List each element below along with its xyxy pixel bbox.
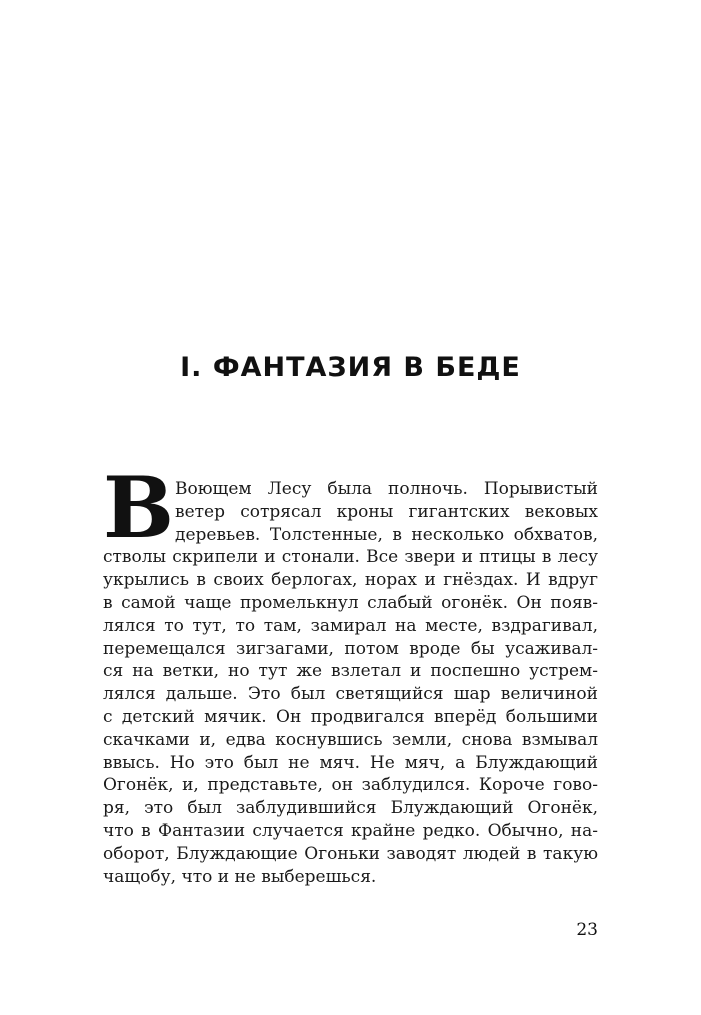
paragraph-line: с детский мячик. Он продвигался вперёд большими (103, 706, 598, 727)
chapter-paragraph (103, 478, 598, 888)
chapter-title: I. ФАНТАЗИЯ В БЕДЕ (180, 352, 521, 383)
paragraph-line: ввысь. Но это был не мяч. Не мяч, а Блуждающий (103, 752, 598, 773)
page-number: 23 (576, 920, 598, 940)
paragraph-line: ветер сотрясал кроны гигантских вековых (175, 501, 598, 522)
paragraph-line: укрылись в своих берлогах, норах и гнёздах. И вдруг (103, 570, 598, 591)
paragraph-line: ся на ветки, но тут же взлетал и поспешно устрем- (103, 661, 598, 682)
paragraph-line: Огонёк, и, представьте, он заблудился. Короче гово- (103, 775, 598, 796)
paragraph-line: оборот, Блуждающие Огоньки заводят людей в такую (103, 843, 598, 864)
paragraph-line: лялся то тут, то там, замирал на месте, вздрагивал, (103, 615, 598, 636)
paragraph-line: перемещался зигзагами, потом вроде бы усаживал- (103, 638, 598, 659)
paragraph-line: Воющем Лесу была полночь. Порывистый (175, 479, 598, 499)
paragraph-line: что в Фантазии случается крайне редко. Обычно, на- (103, 820, 598, 841)
paragraph-line: ря, это был заблудившийся Блуждающий Огонёк, (103, 798, 598, 819)
paragraph-line: лялся дальше. Это был светящийся шар величиной (103, 684, 598, 705)
paragraph-line: стволы скрипели и стонали. Все звери и птицы в лесу (103, 547, 598, 568)
drop-cap-letter: В (103, 458, 174, 557)
paragraph-line: скачками и, едва коснувшись земли, снова взмывал (103, 729, 598, 750)
paragraph-line: чащобу, что и не выберешься. (103, 866, 377, 887)
paragraph-line: в самой чаще промелькнул слабый огонёк. Он появ- (103, 592, 598, 613)
paragraph-line: деревьев. Толстенные, в несколько обхватов, (175, 524, 598, 545)
